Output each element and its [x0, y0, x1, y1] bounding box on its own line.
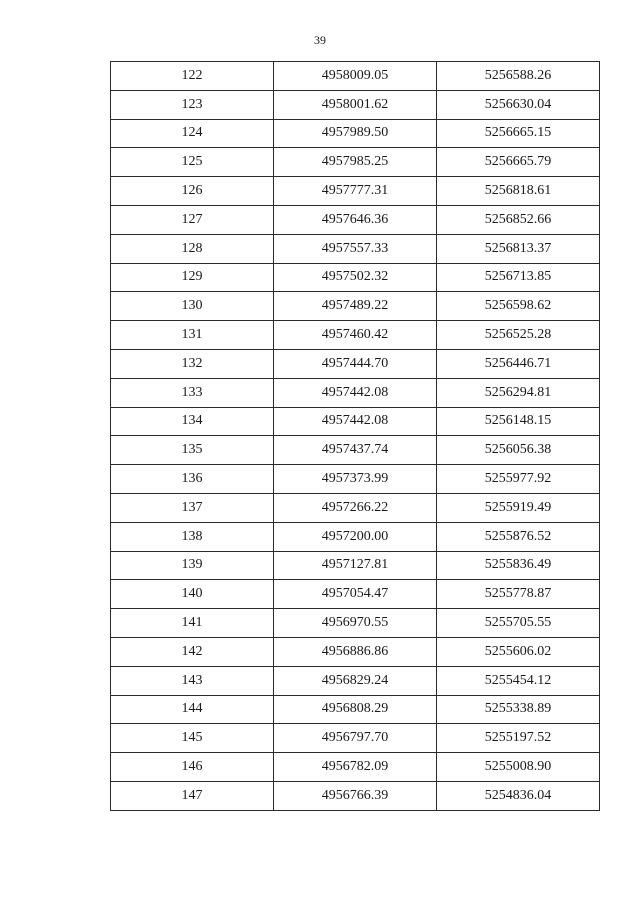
- x-coordinate-cell: 4957985.25: [274, 148, 437, 177]
- point-number-cell: 133: [111, 378, 274, 407]
- y-coordinate-cell: 5255705.55: [437, 609, 600, 638]
- y-coordinate-cell: 5256818.61: [437, 177, 600, 206]
- point-number-cell: 143: [111, 666, 274, 695]
- point-number-cell: 126: [111, 177, 274, 206]
- x-coordinate-cell: 4957989.50: [274, 119, 437, 148]
- table-row: [111, 609, 600, 638]
- y-coordinate-cell: 5256148.15: [437, 407, 600, 436]
- y-coordinate-cell: 5256630.04: [437, 90, 600, 119]
- point-number-cell: 134: [111, 407, 274, 436]
- y-coordinate-cell: 5256665.79: [437, 148, 600, 177]
- point-number-cell: 140: [111, 580, 274, 609]
- y-coordinate-cell: 5256588.26: [437, 62, 600, 91]
- x-coordinate-cell: 4958001.62: [274, 90, 437, 119]
- x-coordinate-cell: 4958009.05: [274, 62, 437, 91]
- y-coordinate-cell: 5256852.66: [437, 205, 600, 234]
- table-row: [111, 119, 600, 148]
- point-number-cell: 137: [111, 493, 274, 522]
- table-row: [111, 292, 600, 321]
- table-row: [111, 177, 600, 206]
- point-number-cell: 142: [111, 637, 274, 666]
- x-coordinate-cell: 4957777.31: [274, 177, 437, 206]
- page-number: 39: [314, 33, 326, 47]
- point-number-cell: 125: [111, 148, 274, 177]
- table-row: [111, 90, 600, 119]
- point-number-cell: 122: [111, 62, 274, 91]
- table-row: [111, 580, 600, 609]
- y-coordinate-cell: 5255876.52: [437, 522, 600, 551]
- y-coordinate-cell: 5255454.12: [437, 666, 600, 695]
- table-row: [111, 465, 600, 494]
- table-row: [111, 724, 600, 753]
- table-row: [111, 637, 600, 666]
- x-coordinate-cell: 4957437.74: [274, 436, 437, 465]
- x-coordinate-cell: 4957646.36: [274, 205, 437, 234]
- table-row: [111, 781, 600, 810]
- point-number-cell: 145: [111, 724, 274, 753]
- y-coordinate-cell: 5255008.90: [437, 753, 600, 782]
- y-coordinate-cell: 5255338.89: [437, 695, 600, 724]
- table-row: [111, 263, 600, 292]
- y-coordinate-cell: 5255977.92: [437, 465, 600, 494]
- y-coordinate-cell: 5256598.62: [437, 292, 600, 321]
- point-number-cell: 127: [111, 205, 274, 234]
- table-row: [111, 522, 600, 551]
- x-coordinate-cell: 4956766.39: [274, 781, 437, 810]
- x-coordinate-cell: 4956829.24: [274, 666, 437, 695]
- x-coordinate-cell: 4956970.55: [274, 609, 437, 638]
- x-coordinate-cell: 4957127.81: [274, 551, 437, 580]
- x-coordinate-cell: 4957442.08: [274, 407, 437, 436]
- table-row: [111, 666, 600, 695]
- table-row: [111, 234, 600, 263]
- point-number-cell: 123: [111, 90, 274, 119]
- table-row: [111, 695, 600, 724]
- table-row: [111, 321, 600, 350]
- table-row: [111, 378, 600, 407]
- table-row: [111, 551, 600, 580]
- point-number-cell: 138: [111, 522, 274, 551]
- x-coordinate-cell: 4957373.99: [274, 465, 437, 494]
- y-coordinate-cell: 5254836.04: [437, 781, 600, 810]
- y-coordinate-cell: 5256294.81: [437, 378, 600, 407]
- x-coordinate-cell: 4957489.22: [274, 292, 437, 321]
- x-coordinate-cell: 4957557.33: [274, 234, 437, 263]
- point-number-cell: 128: [111, 234, 274, 263]
- y-coordinate-cell: 5255836.49: [437, 551, 600, 580]
- point-number-cell: 139: [111, 551, 274, 580]
- point-number-cell: 124: [111, 119, 274, 148]
- point-number-cell: 129: [111, 263, 274, 292]
- y-coordinate-cell: 5255197.52: [437, 724, 600, 753]
- y-coordinate-cell: 5256813.37: [437, 234, 600, 263]
- y-coordinate-cell: 5256665.15: [437, 119, 600, 148]
- y-coordinate-cell: 5256446.71: [437, 349, 600, 378]
- y-coordinate-cell: 5255919.49: [437, 493, 600, 522]
- table-row: [111, 753, 600, 782]
- x-coordinate-cell: 4957266.22: [274, 493, 437, 522]
- x-coordinate-cell: 4957460.42: [274, 321, 437, 350]
- coordinates-table-body: [111, 62, 600, 811]
- point-number-cell: 131: [111, 321, 274, 350]
- x-coordinate-cell: 4956808.29: [274, 695, 437, 724]
- table-row: [111, 407, 600, 436]
- y-coordinate-cell: 5255606.02: [437, 637, 600, 666]
- point-number-cell: 144: [111, 695, 274, 724]
- table-row: [111, 493, 600, 522]
- point-number-cell: 130: [111, 292, 274, 321]
- point-number-cell: 136: [111, 465, 274, 494]
- y-coordinate-cell: 5256713.85: [437, 263, 600, 292]
- x-coordinate-cell: 4957200.00: [274, 522, 437, 551]
- table-row: [111, 436, 600, 465]
- point-number-cell: 135: [111, 436, 274, 465]
- x-coordinate-cell: 4956886.86: [274, 637, 437, 666]
- x-coordinate-cell: 4957442.08: [274, 378, 437, 407]
- x-coordinate-cell: 4957444.70: [274, 349, 437, 378]
- point-number-cell: 141: [111, 609, 274, 638]
- point-number-cell: 147: [111, 781, 274, 810]
- x-coordinate-cell: 4957054.47: [274, 580, 437, 609]
- x-coordinate-cell: 4956797.70: [274, 724, 437, 753]
- table-row: [111, 205, 600, 234]
- x-coordinate-cell: 4957502.32: [274, 263, 437, 292]
- y-coordinate-cell: 5256056.38: [437, 436, 600, 465]
- y-coordinate-cell: 5256525.28: [437, 321, 600, 350]
- coordinates-table: [110, 61, 600, 811]
- point-number-cell: 146: [111, 753, 274, 782]
- table-row: [111, 148, 600, 177]
- x-coordinate-cell: 4956782.09: [274, 753, 437, 782]
- point-number-cell: 132: [111, 349, 274, 378]
- table-row: [111, 62, 600, 91]
- y-coordinate-cell: 5255778.87: [437, 580, 600, 609]
- table-row: [111, 349, 600, 378]
